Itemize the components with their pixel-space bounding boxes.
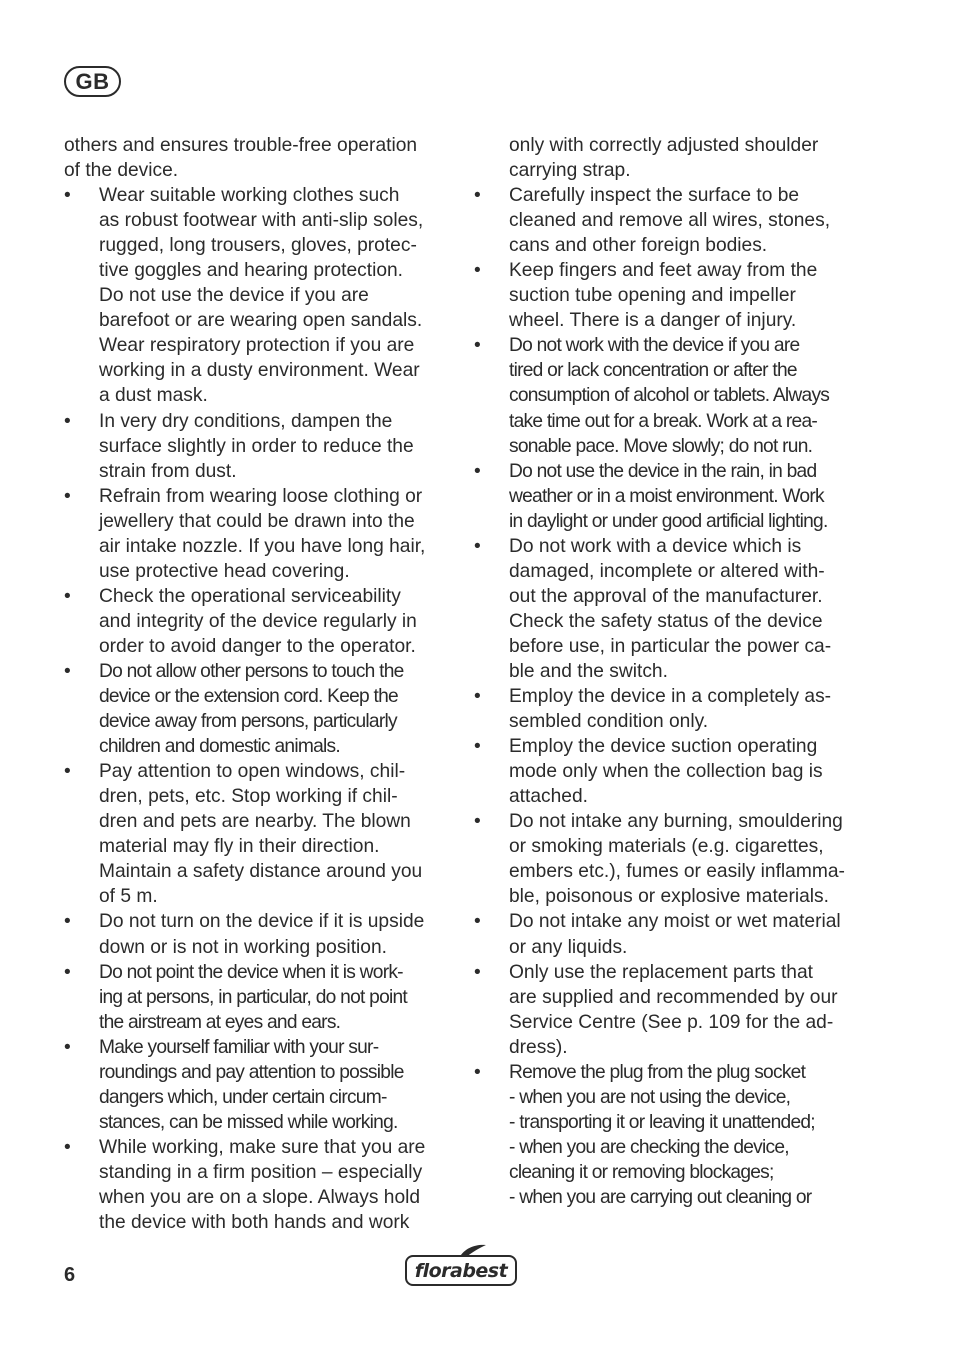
text-line: others and ensures trouble-free operation — [64, 135, 418, 156]
text-line: • Pay attention to open windows, chil- — [99, 761, 406, 783]
text-line: tive goggles and hearing protection. — [99, 260, 404, 282]
text-line: carrying strap. — [509, 160, 631, 182]
bullet-item — [474, 459, 864, 534]
text-line: children and domestic animals. — [99, 736, 340, 758]
text-line: rugged, long trousers, gloves, protec- — [99, 235, 417, 257]
text-line: wheel. There is a danger of injury. — [509, 310, 797, 332]
text-line: • In very dry conditions, dampen the — [99, 410, 393, 432]
text-line: dren and pets are nearby. The blown — [99, 811, 411, 833]
text-line: dress). — [509, 1036, 568, 1058]
text-line: embers etc.), fumes or easily inflamma- — [509, 861, 845, 883]
text-line: order to avoid danger to the operator. — [99, 635, 416, 657]
bullet-item — [474, 734, 864, 809]
text-line: take time out for a break. Work at a rea- — [509, 410, 818, 432]
text-line: barefoot or are wearing open sandals. — [99, 310, 423, 332]
text-line: in daylight or under good artificial lighting. — [509, 510, 828, 532]
bullet-item — [474, 960, 864, 1060]
language-badge: GB — [64, 66, 121, 97]
text-line: dangers which, under certain circum- — [99, 1086, 387, 1108]
bullet-item — [474, 1060, 864, 1210]
bullet-item — [64, 960, 452, 1035]
text-line: • Do not allow other persons to touch the — [99, 660, 404, 682]
bullet-item — [64, 659, 452, 759]
text-line: • Make yourself familiar with your sur- — [99, 1036, 379, 1058]
text-line: - when you are checking the device, — [509, 1136, 789, 1158]
text-line: down or is not in working position. — [99, 936, 387, 958]
text-line: attached. — [509, 786, 588, 808]
text-line: strain from dust. — [99, 460, 237, 482]
text-line: • Do not work with a device which is — [509, 535, 802, 557]
bullet-item — [64, 759, 452, 909]
text-line: • Employ the device suction operating — [509, 736, 818, 758]
text-line: • Do not intake any burning, smouldering — [509, 811, 843, 833]
text-line: • Remove the plug from the plug socket — [509, 1061, 806, 1083]
text-line: - when you are carrying out cleaning or — [509, 1186, 812, 1208]
text-line: suction tube opening and impeller — [509, 285, 796, 307]
text-line: and integrity of the device regularly in — [99, 610, 417, 632]
text-line: the device with both hands and work — [99, 1212, 410, 1234]
text-line: ble, poisonous or explosive materials. — [509, 886, 829, 908]
text-line: standing in a firm position – especially — [99, 1161, 423, 1183]
text-line: dren, pets, etc. Stop working if chil- — [99, 786, 398, 808]
text-line: before use, in particular the power ca- — [509, 635, 832, 657]
text-line: out the approval of the manufacturer. — [509, 585, 823, 607]
text-line: only with correctly adjusted shoulder — [509, 135, 819, 156]
text-line: Do not use the device if you are — [99, 285, 369, 307]
text-line: Check the safety status of the device — [509, 610, 823, 632]
text-line: when you are on a slope. Always hold — [99, 1186, 421, 1208]
text-line: • Check the operational serviceability — [99, 585, 401, 607]
text-line: or any liquids. — [509, 936, 628, 958]
text-line: of the device. — [64, 160, 179, 182]
bullet-item — [474, 684, 864, 734]
text-line: • Refrain from wearing loose clothing or — [99, 485, 423, 507]
text-line: ing at persons, in particular, do not point — [99, 986, 408, 1008]
text-line: the airstream at eyes and ears. — [99, 1011, 341, 1033]
text-line: • Carefully inspect the surface to be — [509, 185, 800, 207]
text-line: • Employ the device in a completely as- — [509, 686, 832, 708]
text-line: weather or in a moist environment. Work — [509, 485, 824, 507]
text-line: surface slightly in order to reduce the — [99, 435, 414, 457]
bullet-item — [474, 909, 864, 959]
left-column — [64, 133, 452, 1235]
text-line: • Do not point the device when it is work- — [99, 961, 403, 983]
text-line: damaged, incomplete or altered with- — [509, 560, 825, 582]
text-line: • While working, make sure that you are — [99, 1136, 426, 1158]
bullet-item — [474, 534, 864, 684]
text-line: Maintain a safety distance around you — [99, 861, 423, 883]
left-bullet-list — [64, 183, 452, 1235]
text-line: sonable pace. Move slowly; do not run. — [509, 435, 813, 457]
text-line: mode only when the collection bag is — [509, 761, 823, 783]
text-line: • Only use the replacement parts that — [509, 961, 813, 983]
text-line: • Do not use the device in the rain, in bad — [509, 460, 817, 482]
bullet-item — [64, 1035, 452, 1135]
text-line: jewellery that could be drawn into the — [99, 510, 415, 532]
bullet-item — [474, 258, 864, 333]
bullet-item — [64, 1135, 452, 1235]
text-line: Wear respiratory protection if you are — [99, 335, 415, 357]
text-line: • Wear suitable working clothes such — [99, 185, 400, 207]
text-line: • Keep fingers and feet away from the — [509, 260, 818, 282]
text-line: - transporting it or leaving it unattended; — [509, 1111, 815, 1133]
text-line: as robust footwear with anti-slip soles, — [99, 210, 424, 232]
text-line: • Do not turn on the device if it is upside — [99, 911, 425, 933]
bullet-item — [64, 909, 452, 959]
text-line: consumption of alcohol or tablets. Always — [509, 385, 830, 407]
text-line: working in a dusty environment. Wear — [99, 360, 420, 382]
bullet-item — [474, 809, 864, 909]
text-line: device or the extension cord. Keep the — [99, 686, 398, 708]
right-column — [474, 133, 864, 1210]
text-line: - when you are not using the device, — [509, 1086, 791, 1108]
text-line: are supplied and recommended by our — [509, 986, 838, 1008]
text-line: roundings and pay attention to possible — [99, 1061, 404, 1083]
bullet-item — [64, 484, 452, 584]
text-line: ble and the switch. — [509, 660, 668, 682]
text-line: cleaned and remove all wires, stones, — [509, 210, 831, 232]
text-line: material may fly in their direction. — [99, 836, 380, 858]
text-line: Service Centre (See p. 109 for the ad- — [509, 1011, 834, 1033]
text-line: of 5 m. — [99, 886, 158, 908]
text-line: air intake nozzle. If you have long hair, — [99, 535, 426, 557]
text-line: • Do not work with the device if you are — [509, 335, 800, 357]
page-number: 6 — [64, 1264, 76, 1286]
text-line: • Do not intake any moist or wet material — [509, 911, 841, 933]
bullet-item — [64, 584, 452, 659]
text-line: sembled condition only. — [509, 711, 709, 733]
bullet-item — [64, 409, 452, 484]
text-line: cleaning it or removing blockages; — [509, 1161, 774, 1183]
text-line: a dust mask. — [99, 385, 208, 407]
text-line: tired or lack concentration or after the — [509, 360, 797, 382]
text-line: cans and other foreign bodies. — [509, 235, 768, 257]
bullet-item — [474, 183, 864, 258]
bullet-item — [474, 333, 864, 458]
text-line: use protective head covering. — [99, 560, 350, 582]
right-bullet-list — [474, 183, 864, 1210]
left-lead-text — [64, 133, 452, 183]
text-line: stances, can be missed while working. — [99, 1111, 398, 1133]
text-line: device away from persons, particularly — [99, 711, 397, 733]
bullet-item — [64, 183, 452, 408]
florabest-logo — [405, 1243, 520, 1289]
logo-text: florabest — [405, 1255, 517, 1286]
right-lead-text — [474, 133, 864, 183]
text-line: or smoking materials (e.g. cigarettes, — [509, 836, 824, 858]
